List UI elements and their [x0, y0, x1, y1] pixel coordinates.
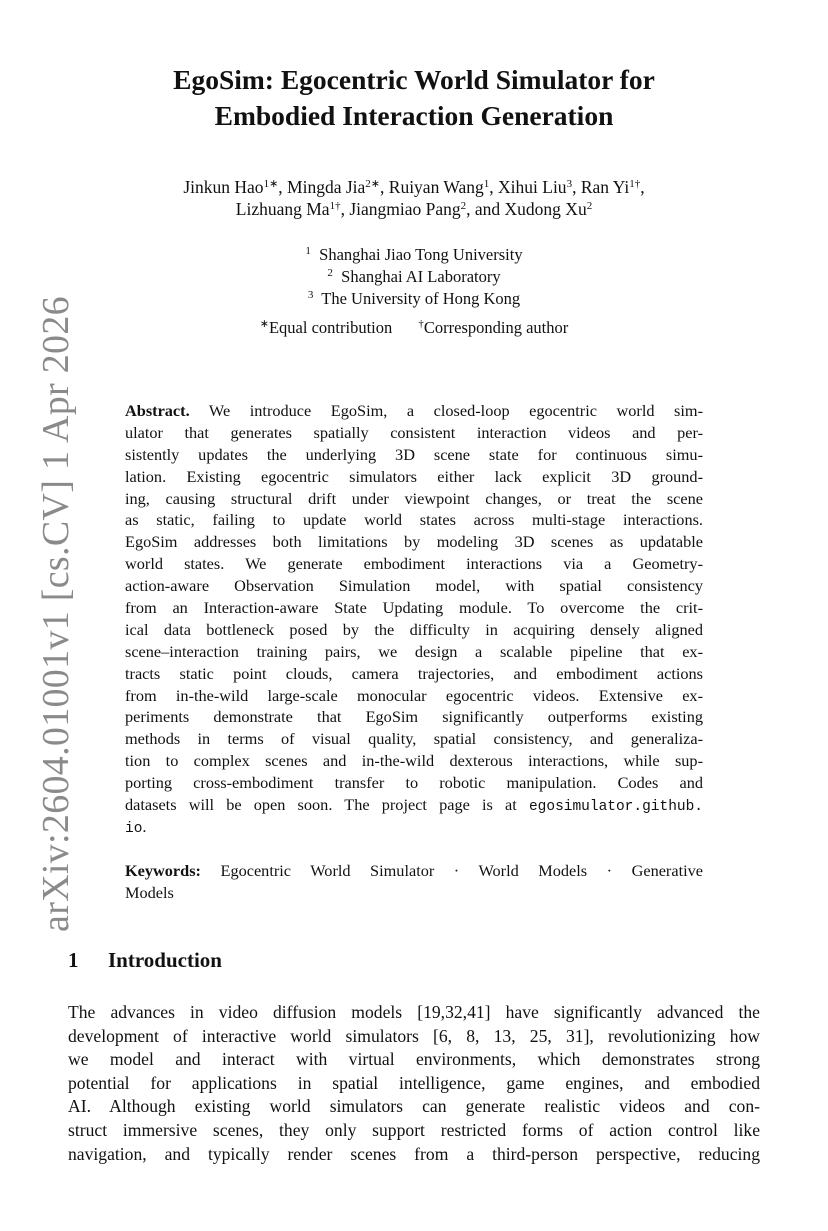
author-list [90, 176, 738, 220]
intro-line: we model and interact with virtual environments, which demonstrates strong [68, 1049, 760, 1070]
author-name: Mingda Jia [287, 177, 366, 197]
intro-line: The advances in video diffusion models [19,32,41] have significantly advanced the [68, 1002, 760, 1022]
keywords-line: Models [125, 883, 174, 902]
affiliation-mark: 2 [327, 267, 333, 279]
affiliation-mark: 1 [305, 245, 311, 257]
abstract-line: ical data bottleneck posed by the difficulty in acquiring densely aligned [125, 619, 703, 639]
intro-line: development of interactive world simulators [6, 8, 13, 25, 31], revolutionizing how [68, 1025, 760, 1046]
author-separator: , [380, 177, 389, 197]
abstract-line: scene–interaction training pairs, we design a scalable pipeline that ex- [125, 641, 703, 661]
author-separator: , [572, 177, 581, 197]
affiliation [0, 244, 828, 266]
abstract-line: periments demonstrate that EgoSim significantly outperforms existing [125, 707, 703, 727]
keywords-text: Egocentric World Simulator · World Models · Generative [200, 861, 703, 880]
author-name: Jiangmiao Pang [349, 199, 461, 219]
abstract-line: porting cross-embodiment transfer to robotic manipulation. Codes and [125, 773, 703, 793]
affiliation-mark: 3 [307, 289, 314, 301]
intro-line: navigation, and typically render scenes from a third-person perspective, reducing [68, 1143, 760, 1164]
section-heading [68, 948, 222, 973]
intro-line: struct immersive scenes, they only support restricted forms of action control like [68, 1119, 760, 1140]
author-line-1 [90, 176, 738, 198]
arxiv-identifier: arXiv:2604.01001v1 [cs.CV] 1 Apr 2026 [35, 296, 77, 932]
abstract-text: We introduce EgoSim, a closed-loop egocentric world sim- [189, 401, 703, 420]
project-url-link[interactable]: egosimulator.github. [528, 799, 703, 816]
abstract-line: ulator that generates spatially consistent interaction videos and per- [125, 422, 703, 442]
author-affiliation-mark: 1∗ [263, 178, 279, 190]
corresponding-author-note [418, 318, 568, 337]
author-notes [0, 318, 828, 338]
author-affiliation-mark: 1† [629, 178, 641, 190]
corresponding-author-mark: † [418, 318, 424, 330]
abstract-line [125, 400, 703, 422]
author-affiliation-mark: 3 [566, 178, 573, 190]
intro-line: AI. Although existing world simulators can generate realistic videos and con- [68, 1096, 760, 1117]
keywords-line [125, 860, 703, 882]
equal-contribution-mark: ∗ [259, 318, 269, 330]
abstract-line: world states. We generate embodiment interactions via a Geometry- [125, 554, 703, 574]
author-affiliation-mark: 1† [329, 200, 341, 212]
author-affiliation-mark: 2 [460, 200, 467, 212]
title-line-2: Embodied Interaction Generation [214, 100, 614, 131]
author-name: Xudong Xu [504, 199, 587, 219]
abstract-line: tracts static point clouds, camera trajectories, and embodiment actions [125, 663, 703, 683]
author-name: Ran Yi [580, 177, 630, 197]
abstract-text: datasets will be open soon. The project page is at [125, 795, 529, 815]
author-separator: , [340, 199, 350, 219]
abstract-line [125, 816, 703, 838]
abstract-line: EgoSim addresses both limitations by modeling 3D scenes as updatable [125, 532, 703, 552]
section-number: 1 [68, 948, 79, 972]
paper-title [100, 62, 728, 134]
section-title: Introduction [108, 948, 222, 972]
equal-contribution-note [260, 318, 393, 337]
affiliation-list [0, 244, 828, 310]
author-separator: , [278, 177, 288, 197]
affiliation-name: The University of Hong Kong [321, 289, 521, 308]
abstract-line: tion to complex scenes and in-the-wild dexterous interactions, while sup- [125, 751, 703, 771]
abstract-line: from in-the-wild large-scale monocular egocentric videos. Extensive ex- [125, 685, 703, 705]
abstract-line: action-aware Observation Simulation model, with spatial consistency [125, 576, 703, 596]
intro-line: potential for applications in spatial intelligence, game engines, and embodied [68, 1072, 760, 1093]
affiliation [0, 266, 828, 288]
abstract [125, 400, 703, 838]
abstract-line: as static, failing to update world states across multi-stage interactions. [125, 510, 703, 530]
author-affiliation-mark: 2 [586, 200, 593, 212]
author-name: Xihui Liu [498, 177, 567, 197]
project-url-link[interactable]: io [125, 820, 143, 837]
author-affiliation-mark: 1 [483, 178, 490, 190]
author-name: Jinkun Hao [183, 177, 264, 197]
abstract-line [125, 794, 703, 816]
corresponding-author-text: Corresponding author [423, 318, 569, 337]
equal-contribution-text: Equal contribution [268, 318, 393, 337]
abstract-line: methods in terms of visual quality, spatial consistency, and generaliza- [125, 729, 703, 749]
author-separator: , and [466, 199, 505, 219]
introduction-paragraph [68, 1001, 760, 1166]
keywords-label: Keywords: [125, 861, 201, 880]
author-line-2 [90, 198, 738, 220]
keywords [125, 860, 703, 904]
author-separator: , [640, 177, 645, 197]
title-line-1: EgoSim: Egocentric World Simulator for [173, 64, 655, 95]
affiliation-name: Shanghai Jiao Tong University [319, 245, 523, 264]
affiliation-name: Shanghai AI Laboratory [341, 267, 501, 286]
author-separator: , [489, 177, 499, 197]
abstract-line: lation. Existing egocentric simulators either lack explicit 3D ground- [125, 466, 703, 486]
abstract-line: ing, causing structural drift under viewpoint changes, or treat the scene [125, 488, 703, 508]
author-affiliation-mark: 2∗ [365, 178, 381, 190]
author-name: Ruiyan Wang [388, 177, 484, 197]
author-name: Lizhuang Ma [235, 199, 330, 219]
abstract-text: . [142, 816, 147, 836]
abstract-line: from an Interaction-aware State Updating module. To overcome the crit- [125, 598, 703, 618]
abstract-label: Abstract. [125, 401, 190, 420]
affiliation [0, 288, 828, 310]
abstract-line: sistently updates the underlying 3D scene state for continuous simu- [125, 444, 703, 464]
